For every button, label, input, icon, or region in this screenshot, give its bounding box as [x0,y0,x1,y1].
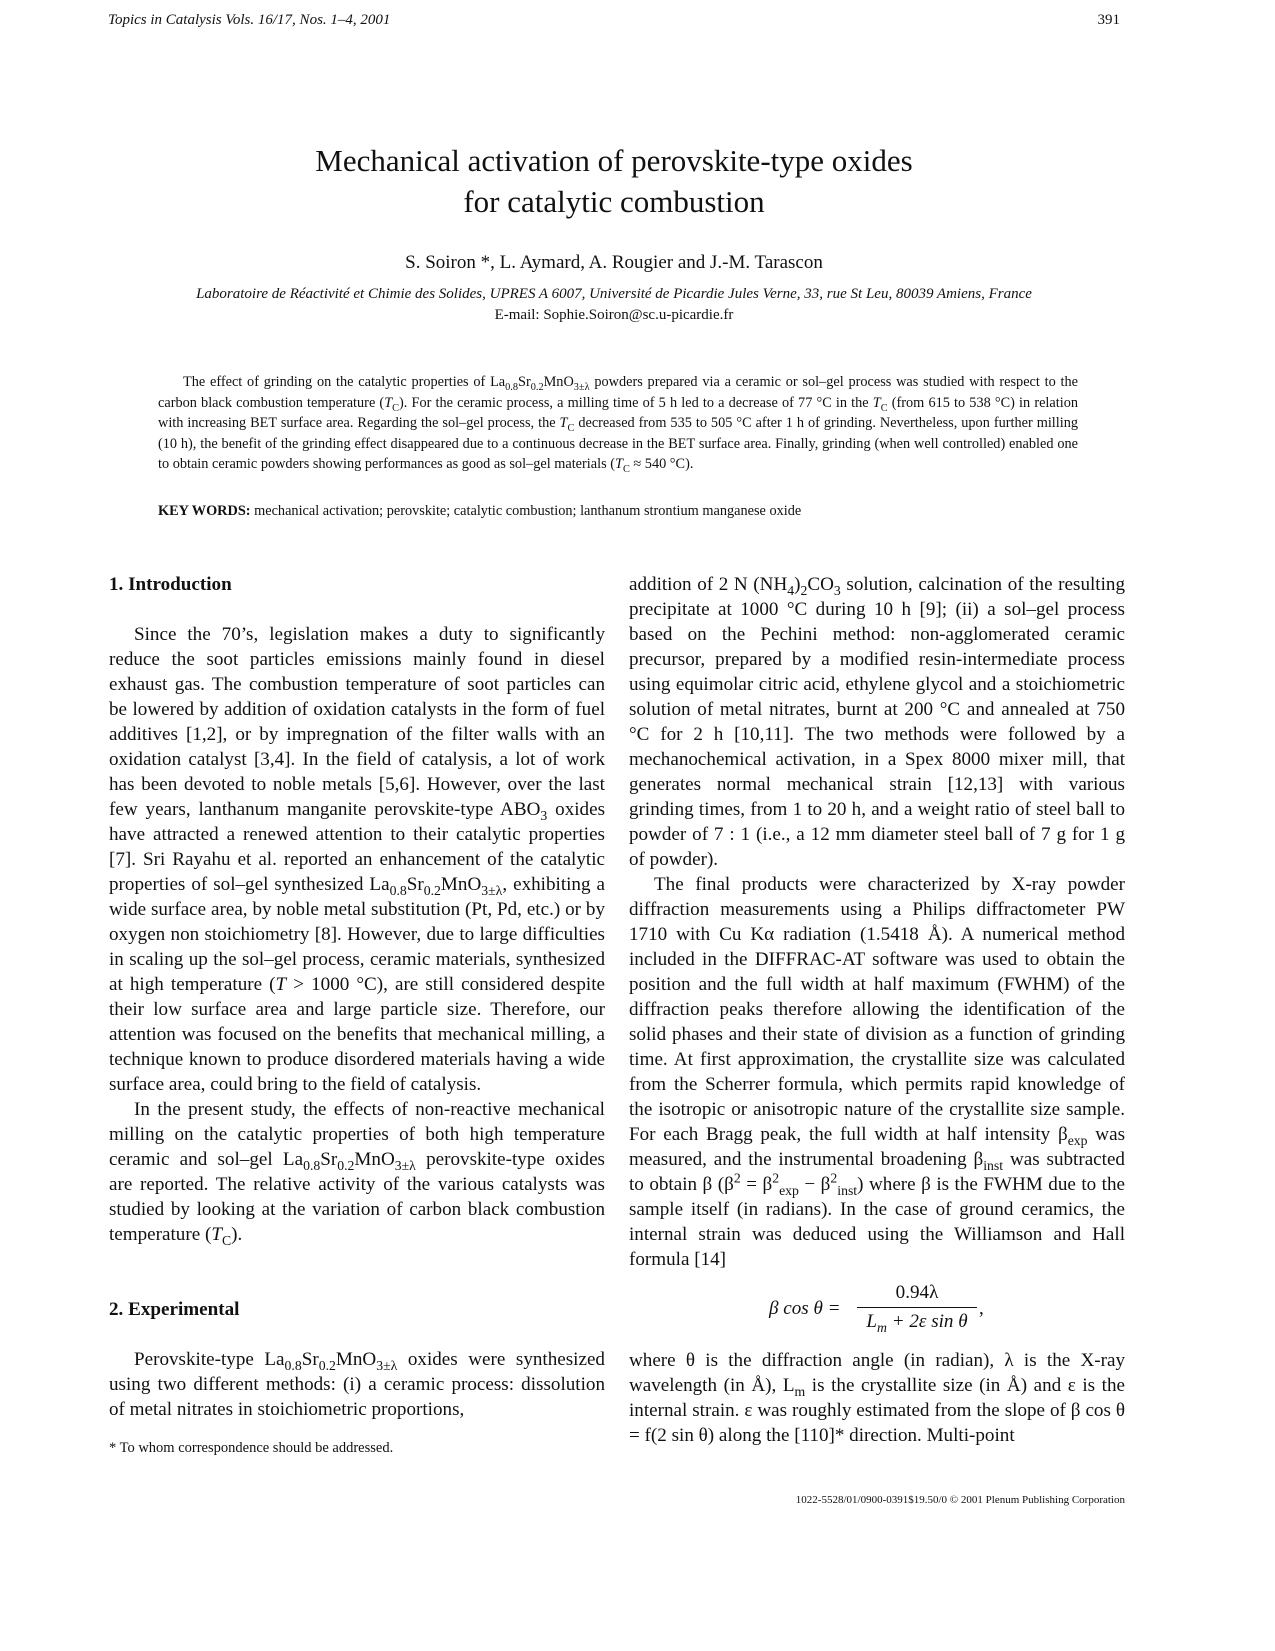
right-column [629,572,1125,1448]
title-line-1: Mechanical activation of perovskite-type oxides [315,143,913,178]
section-heading-introduction: 1. Introduction [109,574,232,595]
equation-comma: , [979,1298,984,1319]
author-list: S. Soiron *, L. Aymard, A. Rougier and J.-M. Tarascon [405,252,823,273]
contact-email: E-mail: Sophie.Soiron@sc.u-picardie.fr [494,307,734,323]
paper-title [0,140,1228,222]
affiliation-block [140,284,1088,326]
intro-paragraph-1: Since the 70’s, legislation makes a duty to significantly reduce the soot particles emissions mainly found in diesel exhaust gas. The combustion temperature of soot particles can be lowered by addition of oxidation catalysts in the form of fuel additives [1,2], or by impregnation of the filter walls with an oxidation catalyst [3,4]. In the field of catalysis, a lot of work has been devoted to noble metals [5,6]. However, over the last few years, lanthanum manganite perovskite-type $ABO_3$ oxides have attracted a renewed attention to their catalytic properties [7]. Sri Rayahu et al. reported an enhancement of the catalytic properties of sol–gel synthesized $La_{0.8}Sr_{0.2}MnO_{3\pm\lambda}$, exhibiting a wide surface area, by noble metal substitution (Pt, Pd, etc.) or by oxygen non stoichiometry [8]. However, due to large difficulties in scaling up the sol–gel process, ceramic materials, synthesized at high temperature (T > 1000 °C), are still considered despite their low surface area and large particle size. Therefore, our attention was focused on the benefits that mechanical milling, a technique known to produce disordered materials having a wide surface area, could bring to the field of catalysis. [109,624,606,1095]
page-number: 391 [1097,12,1120,28]
keywords-text: mechanical activation; perovskite; catalytic combustion; lanthanum strontium manganese oxide [254,503,802,519]
abstract: The effect of grinding on the catalytic properties of $La_{0.8}Sr_{0.2}MnO_{3\pm\lambda}$ powders prepared via a ceramic or sol–gel process was studied with respect to the carbon black combustion temperature $(T_C)$. For the ceramic process, a milling time of 5 h led to a decrease of 77 °C in the $T_C$ (from 615 to 538 °C) in relation with increasing BET surface area. Regarding the sol–gel process, the $T_C$ decreased from 535 to 505 °C after 1 h of grinding. Nevertheless, upon further milling (10 h), the benefit of the grinding effect disappeared due to a continuous decrease in the BET surface area. Finally, grinding (when well controlled) enabled one to obtain ceramic powders showing performances as good as sol–gel materials ($T_C \approx 540$ °C). [158,374,1078,475]
experimental-continued: addition of 2 N $(NH_4)_2CO_3$ solution, calcination of the resulting precipitate at 1000 °C during 10 h [9]; (ii) a sol–gel process based on the Pechini method: non-agglomerated ceramic precursor, prepared by a modified resin-intermediate process using equimolar citric acid, ethylene glycol and a stoichiometric solution of metal nitrates, burnt at 200 °C and annealed at 750 °C for 2 h [10,11]. The two methods were followed by a mechanochemical activation, in a Spex 8000 mixer mill, that generates normal mechanical strain [12,13] with various grinding times, from 1 to 20 h, and a weight ratio of steel ball to powder of 7 : 1 (i.e., a 12 mm diameter steel ball of 7 g for 1 g of powder). [629,574,1125,870]
intro-paragraph-2: In the present study, the effects of non-reactive mechanical milling on the catalytic properties of both high temperature ceramic and sol–gel $La_{0.8}Sr_{0.2}MnO_{3\pm\lambda}$ perovskite-type oxides are reported. The relative activity of the various catalysts was studied by looking at the variation of carbon black combustion temperature $(T_C)$. [109,1099,605,1248]
equation-numerator: 0.94λ [857,1280,977,1308]
section-heading-experimental: 2. Experimental [109,1299,240,1320]
title-line-2: for catalytic combustion [463,184,765,219]
left-column [109,572,605,1422]
equation-explanation: where θ is the diffraction angle (in radian), λ is the X-ray wavelength (in Å), $L_m$ is the crystallite size (in Å) and ε is the internal strain. ε was roughly estimated from the slope of β cos θ = f(2 sin θ) along the [110]* direction. Multi-point [629,1350,1125,1446]
footnote: * To whom correspondence should be addressed. [109,1440,394,1456]
xrd-paragraph: The final products were characterized by X-ray powder diffraction measurements using a Philips diffractometer PW 1710 with Cu Kα radiation (1.5418 Å). A numerical method included in the DIFFRAC-AT software was used to obtain the position and the full width at half maximum (FWHM) of the diffraction peaks therefore allowing the identification of the solid phases and their state of division as a function of grinding time. At first approximation, the crystallite size was calculated from the Scherrer formula, which permits rapid knowledge of the isotropic or anisotropic nature of the crystallite size sample. For each Bragg peak, the full width at half intensity $\beta_{exp}$ was measured, and the instrumental broadening $\beta_{inst}$ was subtracted to obtain β $(\beta^2 = \beta^2_{exp} - \beta^2_{inst})$ where β is the FWHM due to the sample itself (in radians). In the case of ground ceramics, the internal strain was deduced using the Williamson and Hall formula [14] [629,874,1126,1270]
journal-citation: Topics in Catalysis Vols. 16/17, Nos. 1–4, 2001 [108,12,391,28]
keywords [158,503,1078,520]
running-head [108,12,1120,36]
experimental-paragraph-1: Perovskite-type $La_{0.8}Sr_{0.2}MnO_{3\pm\lambda}$ oxides were synthesized using two different methods: (i) a ceramic process: dissolution of metal nitrates in stoichiometric proportions, [109,1349,605,1420]
equation-denominator: $L_m + 2\varepsilon$ sin θ [866,1311,968,1335]
keywords-label: KEY WORDS: [158,503,251,519]
equation-lhs: β cos θ = [769,1298,841,1319]
equation-fraction [857,1280,977,1334]
copyright-line: 1022-5528/01/0900-0391$19.50/0 © 2001 Plenum Publishing Corporation [795,1494,1125,1506]
affiliation: Laboratoire de Réactivité et Chimie des Solides, UPRES A 6007, Université de Picardie Jules Verne, 33, rue St Leu, 80039 Amiens, France [196,286,1032,302]
williamson-hall-equation [629,1280,1125,1336]
